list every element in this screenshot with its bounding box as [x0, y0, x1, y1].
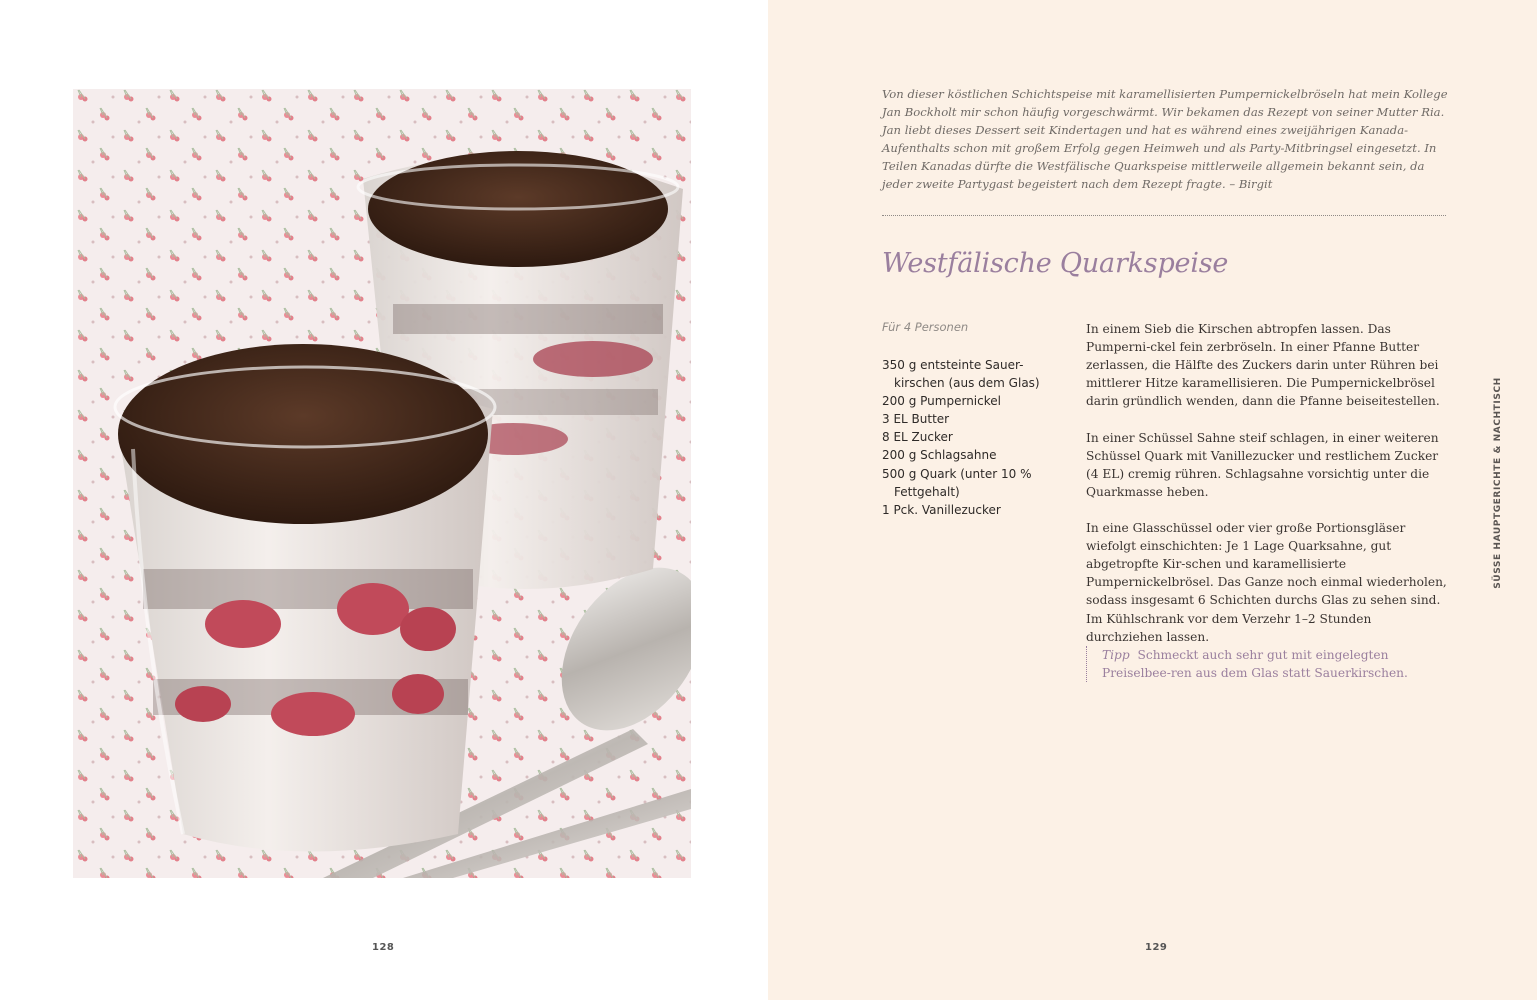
chapter-side-label: [1490, 377, 1506, 589]
chapter-side-label-text: SÜSSE HAUPTGERICHTE & NACHTISCH: [1493, 377, 1503, 589]
ingredient-item: 3 EL Butter: [882, 412, 950, 427]
recipe-title: Westfälische Quarkspeise: [882, 248, 1229, 279]
ingredients-list: [882, 356, 1072, 519]
dessert-photo: [73, 89, 691, 878]
page-number-right: 129: [1145, 942, 1168, 953]
ingredient-item: 200 g Schlagsahne: [882, 448, 997, 463]
right-page: [768, 0, 1537, 1000]
ingredient-item: 1 Pck. Vanillezucker: [882, 502, 1001, 517]
method-paragraph: In einem Sieb die Kirschen abtropfen lassen. Das Pumperni-ckel fein zerbröseln. In einer Pfanne Butter zerlassen, die Hälfte des Zuckers darin unter Rühren bei mittlerer Hitze karamellisieren. Die Pumpernickelbrösel darin gründlich wenden, dann die Pfanne beiseitestellen.: [1086, 322, 1440, 409]
method-steps: [1086, 320, 1448, 664]
ingredient-item: 500 g Quark (unter 10 % Fettgehalt): [882, 466, 1032, 499]
method-paragraph: In einer Schüssel Sahne steif schlagen, in einer weiteren Schüssel Quark mit Vanillezucker und restlichem Zucker (4 EL) cremig rühren. Schlagsahne vorsichtig unter die Quarkmasse heben.: [1086, 430, 1439, 499]
page-number-left: 128: [372, 942, 395, 953]
ingredient-item: 8 EL Zucker: [882, 430, 953, 445]
left-page: [0, 0, 768, 1000]
tip-box: [1086, 646, 1458, 682]
intro-text: Von dieser köstlichen Schichtspeise mit karamellisierten Pumpernickelbröseln hat mein Kollege Jan Bockholt mir schon häufig vorgeschwärmt. Wir bekamen das Rezept von seiner Mutter Ria. Jan liebt dieses Dessert seit Kindertagen und hat es während eines zweijährigen Kanada-Aufenthalts schon mit großem Erfolg gegen Heimweh und als Party-Mitbringsel eingesetzt. In Teilen Kanadas dürfte die Westfälische Quarkspeise mittlerweile allgemein bekannt sein, da jeder zweite Partygast begeistert nach dem Rezept fragte. – Birgit: [882, 87, 1448, 192]
method-paragraph: In eine Glasschüssel oder vier große Portionsgläser wiefolgt einschichten: Je 1 Lage Quarksahne, gut abgetropfte Kir-schen und karamellisierte Pumpernickelbrösel. Das Ganze noch einmal wiederholen, sodass insgesamt 6 Schichten durchs Glas zu sehen sind. Im Kühlschrank vor dem Verzehr 1–2 Stunden durchziehen lassen.: [1086, 521, 1447, 644]
ingredient-item: 350 g entsteinte Sauer-kirschen (aus dem Glas): [882, 358, 1040, 391]
dotted-divider: [882, 215, 1446, 216]
ingredient-item: 200 g Pumpernickel: [882, 394, 1001, 409]
tip-label: Tipp: [1102, 648, 1130, 662]
servings-label: Für 4 Personen: [882, 320, 969, 334]
tip-text: Schmeckt auch sehr gut mit eingelegten Preiselbee-ren aus dem Glas statt Sauerkirschen.: [1102, 648, 1408, 681]
